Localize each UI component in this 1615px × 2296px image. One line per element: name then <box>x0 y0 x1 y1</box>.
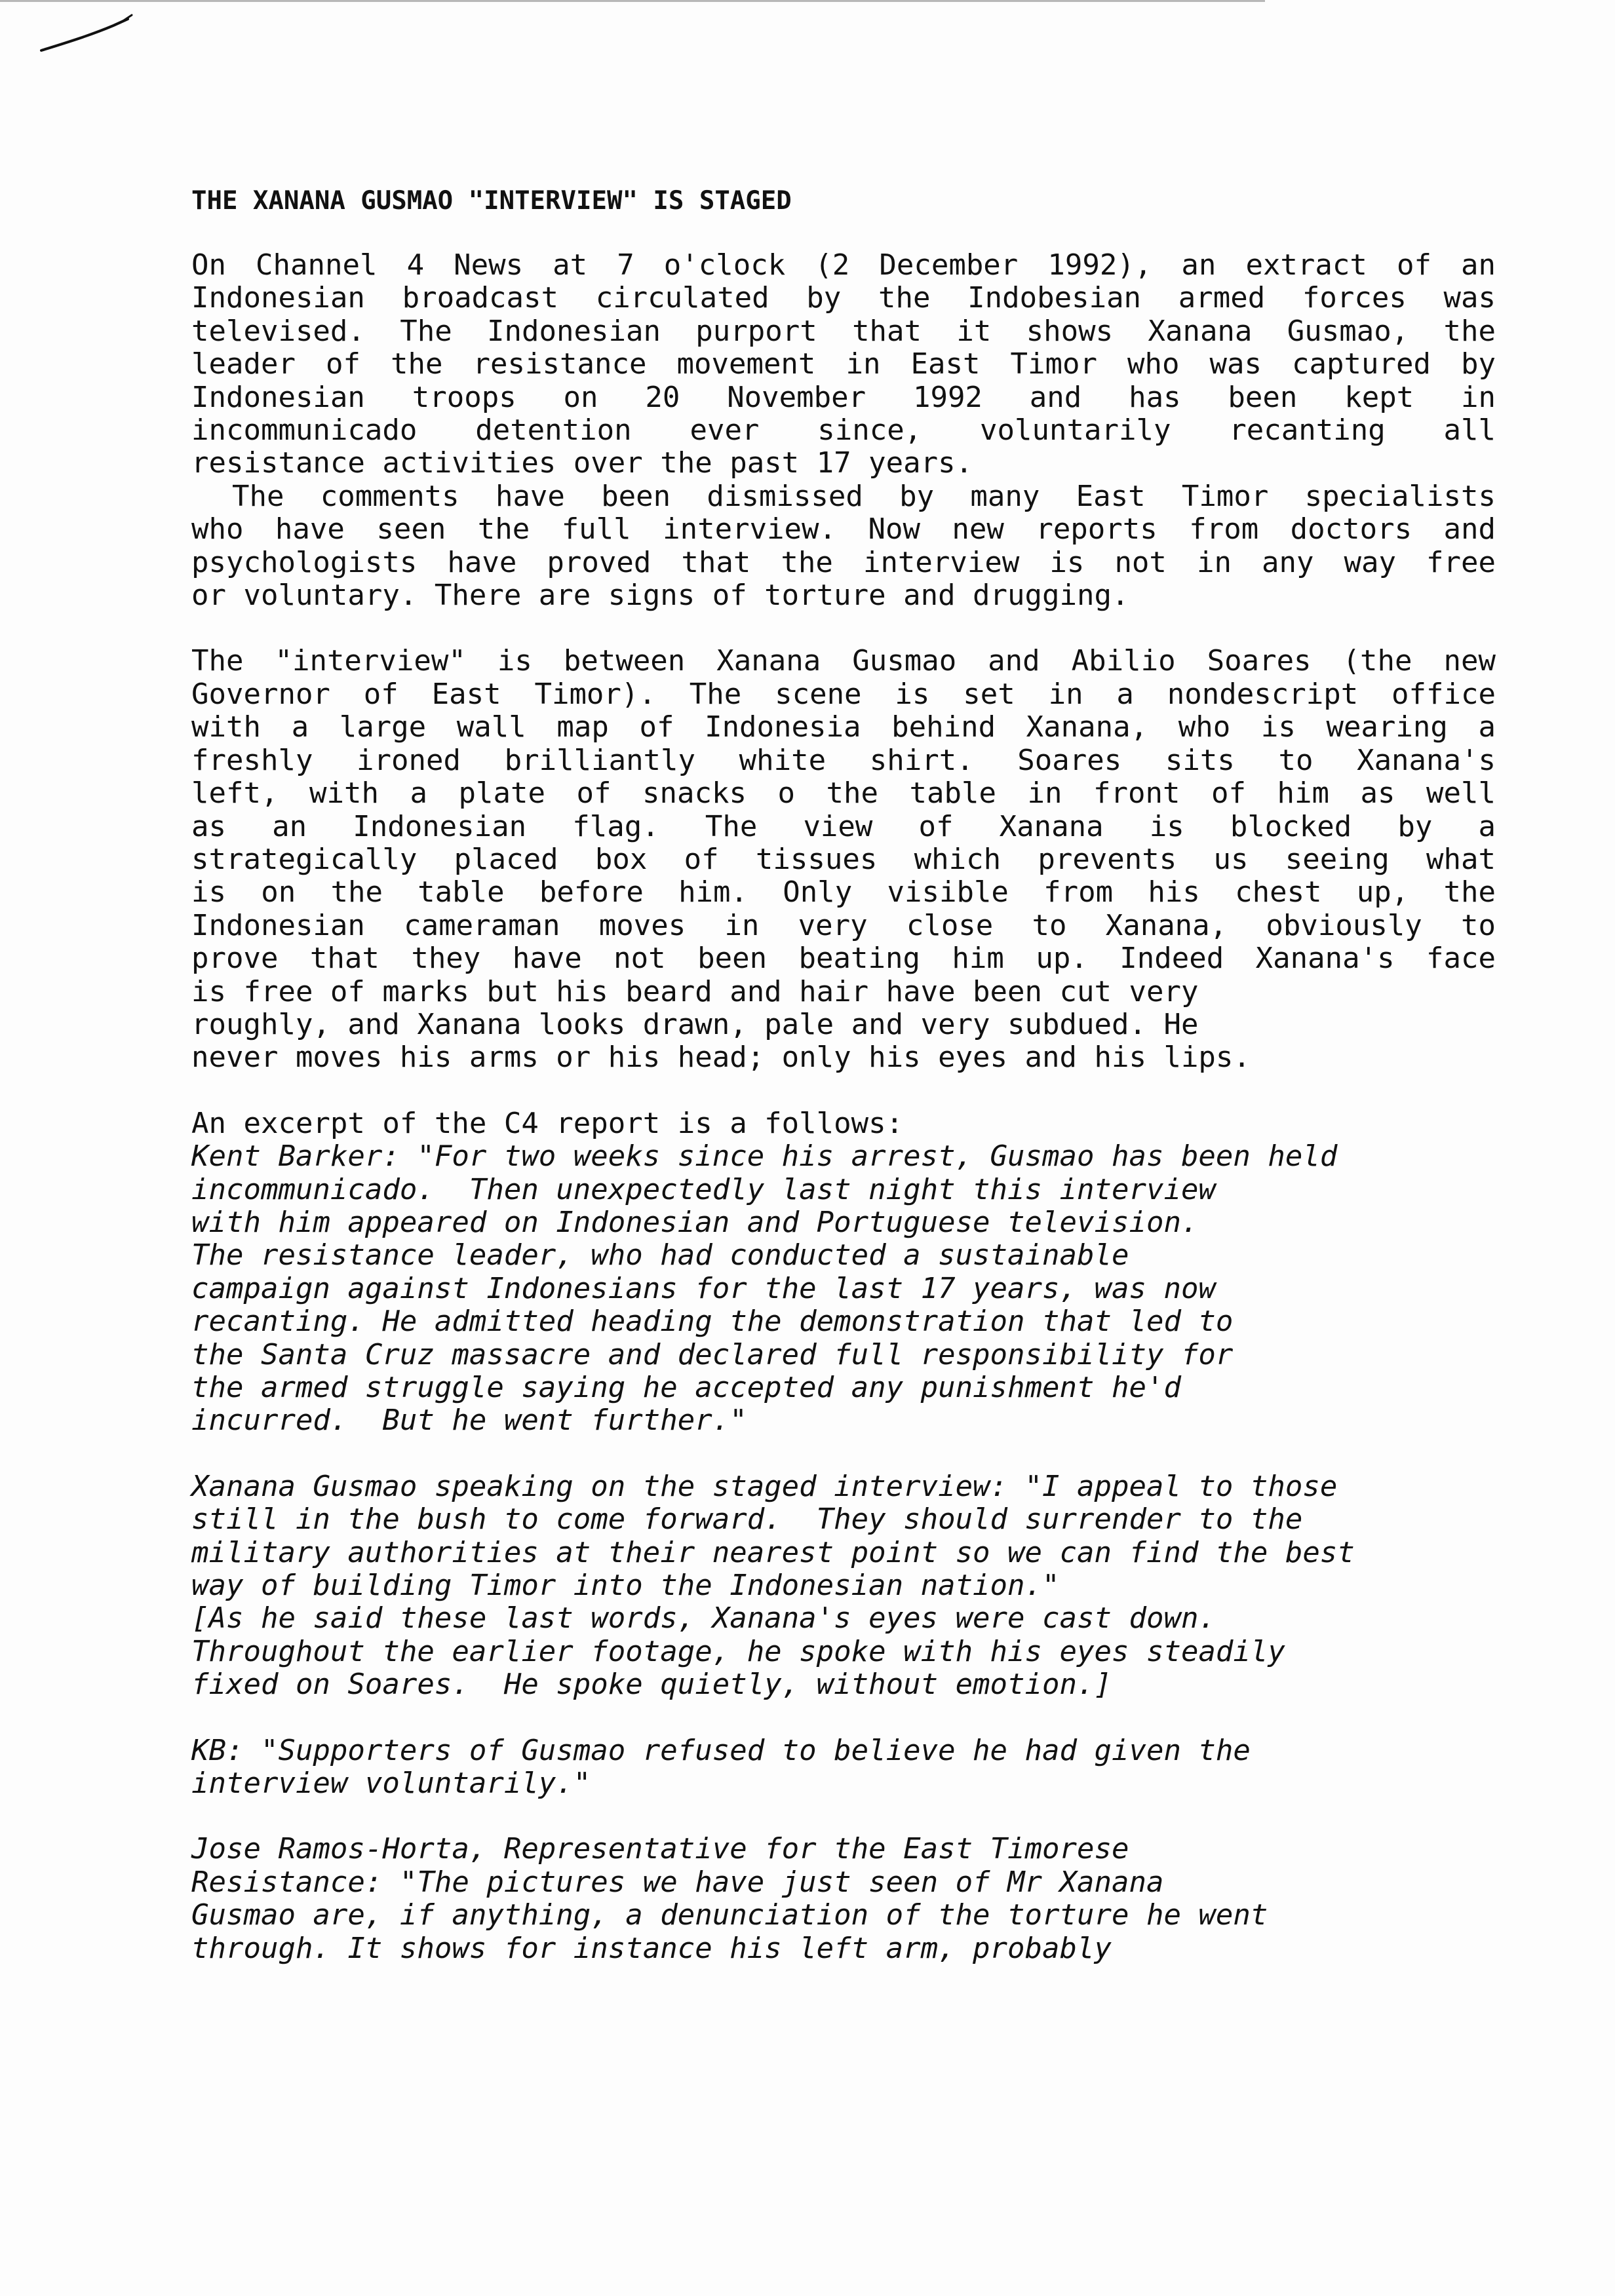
quote-line: Jose Ramos-Horta, Representative for the East Timorese <box>191 1832 1129 1866</box>
text-line: is free of marks but his beard and hair have been cut very <box>191 974 1199 1008</box>
document-body <box>191 185 1496 1965</box>
quote-line: The resistance leader, who had conducted a sustainable <box>191 1238 1129 1272</box>
quote-line: interview voluntarily." <box>191 1767 591 1801</box>
quote-line: fixed on Soares. He spoke quietly, without emotion.] <box>191 1668 1112 1702</box>
document-title: THE XANANA GUSMAO "INTERVIEW" IS STAGED <box>191 186 792 216</box>
excerpt-intro: An excerpt of the C4 report is a follows: <box>191 1106 904 1140</box>
quote-line: Resistance: "The pictures we have just seen of Mr Xanana <box>191 1865 1164 1899</box>
text-line: The "interview" is between Xanana Gusmao and Abilio Soares (the new <box>191 644 1496 678</box>
paragraph-gap <box>191 1800 1496 1833</box>
paragraph-gap <box>191 1075 1496 1107</box>
paragraph-3 <box>191 645 1496 1074</box>
text-line: with a large wall map of Indonesia behind Xanana, who is wearing a <box>191 710 1496 744</box>
quote-line: way of building Timor into the Indonesian nation." <box>191 1569 1060 1603</box>
quote-line: recanting. He admitted heading the demonstration that led to <box>191 1305 1234 1339</box>
quote-line: incurred. But he went further." <box>191 1404 747 1438</box>
text-line: Indonesian broadcast circulated by the Indobesian armed forces was <box>191 281 1496 315</box>
quote-line: through. It shows for instance his left arm, probably <box>191 1931 1112 1965</box>
text-line: Indonesian troops on 20 November 1992 and has been kept in <box>191 380 1496 414</box>
quote-line: Kent Barker: "For two weeks since his arrest, Gusmao has been held <box>191 1139 1338 1174</box>
quote-line: KB: "Supporters of Gusmao refused to believe he had given the <box>191 1733 1251 1767</box>
quote-line: with him appeared on Indonesian and Portuguese television. <box>191 1205 1199 1239</box>
quote-line: Xanana Gusmao speaking on the staged interview: "I appeal to those <box>191 1469 1338 1503</box>
text-line: freshly ironed brilliantly white shirt. Soares sits to Xanana's <box>191 743 1496 777</box>
text-line: as an Indonesian flag. The view of Xanana is blocked by a <box>191 809 1496 843</box>
text-line: strategically placed box of tissues which prevents us seeing what <box>191 842 1496 876</box>
quote-line: the Santa Cruz massacre and declared full responsibility for <box>191 1337 1234 1371</box>
quote-line: the armed struggle saying he accepted any punishment he'd <box>191 1371 1181 1404</box>
text-line: roughly, and Xanana looks drawn, pale and very subdued. He <box>191 1007 1199 1041</box>
paragraph-2 <box>191 480 1496 613</box>
excerpt-section <box>191 1107 1496 1438</box>
quote-line: still in the bush to come forward. They should surrender to the <box>191 1502 1303 1537</box>
text-line: The comments have been dismissed by many East Timor specialists <box>232 479 1496 513</box>
text-line: incommunicado detention ever since, voluntarily recanting all <box>191 413 1496 448</box>
quote-kb <box>191 1734 1496 1801</box>
quote-line: [As he said these last words, Xanana's eyes were cast down. <box>191 1601 1216 1636</box>
paragraph-gap <box>191 612 1496 645</box>
quote-line: incommunicado. Then unexpectedly last night this interview <box>191 1172 1216 1206</box>
text-line: Indonesian cameraman moves in very close to Xanana, obviously to <box>191 908 1496 942</box>
text-line: or voluntary. There are signs of torture and drugging. <box>191 579 1129 613</box>
paragraph-gap <box>191 1438 1496 1470</box>
text-line: who have seen the full interview. Now new reports from doctors and <box>191 512 1496 546</box>
scan-top-edge <box>0 0 1265 2</box>
text-line: leader of the resistance movement in East Timor who was captured by <box>191 347 1496 381</box>
text-line: left, with a plate of snacks o the table in front of him as well <box>191 776 1496 811</box>
text-line: is on the table before him. Only visible from his chest up, the <box>191 875 1496 909</box>
text-line: psychologists have proved that the interview is not in any way free <box>191 545 1496 579</box>
paragraph-1 <box>191 249 1496 480</box>
text-line: resistance activities over the past 17 years. <box>191 446 973 480</box>
quote-ramos-horta <box>191 1833 1496 1965</box>
text-line: televised. The Indonesian purport that it shows Xanana Gusmao, the <box>191 314 1496 348</box>
quote-line: Gusmao are, if anything, a denunciation of the torture he went <box>191 1898 1268 1932</box>
quote-line: Throughout the earlier footage, he spoke with his eyes steadily <box>191 1634 1285 1668</box>
text-line: On Channel 4 News at 7 o'clock (2 December 1992), an extract of an <box>191 248 1496 282</box>
quote-gusmao <box>191 1470 1496 1702</box>
quote-line: campaign against Indonesians for the last 17 years, was now <box>191 1271 1216 1305</box>
text-line: never moves his arms or his head; only his eyes and his lips. <box>191 1041 1251 1075</box>
paragraph-gap <box>191 1702 1496 1734</box>
text-line: Governor of East Timor). The scene is set in a nondescript office <box>191 677 1496 711</box>
quote-line: military authorities at their nearest point so we can find the best <box>191 1535 1355 1569</box>
text-line: prove that they have not been beating him up. Indeed Xanana's face <box>191 942 1496 976</box>
handwritten-pen-mark <box>36 10 134 56</box>
